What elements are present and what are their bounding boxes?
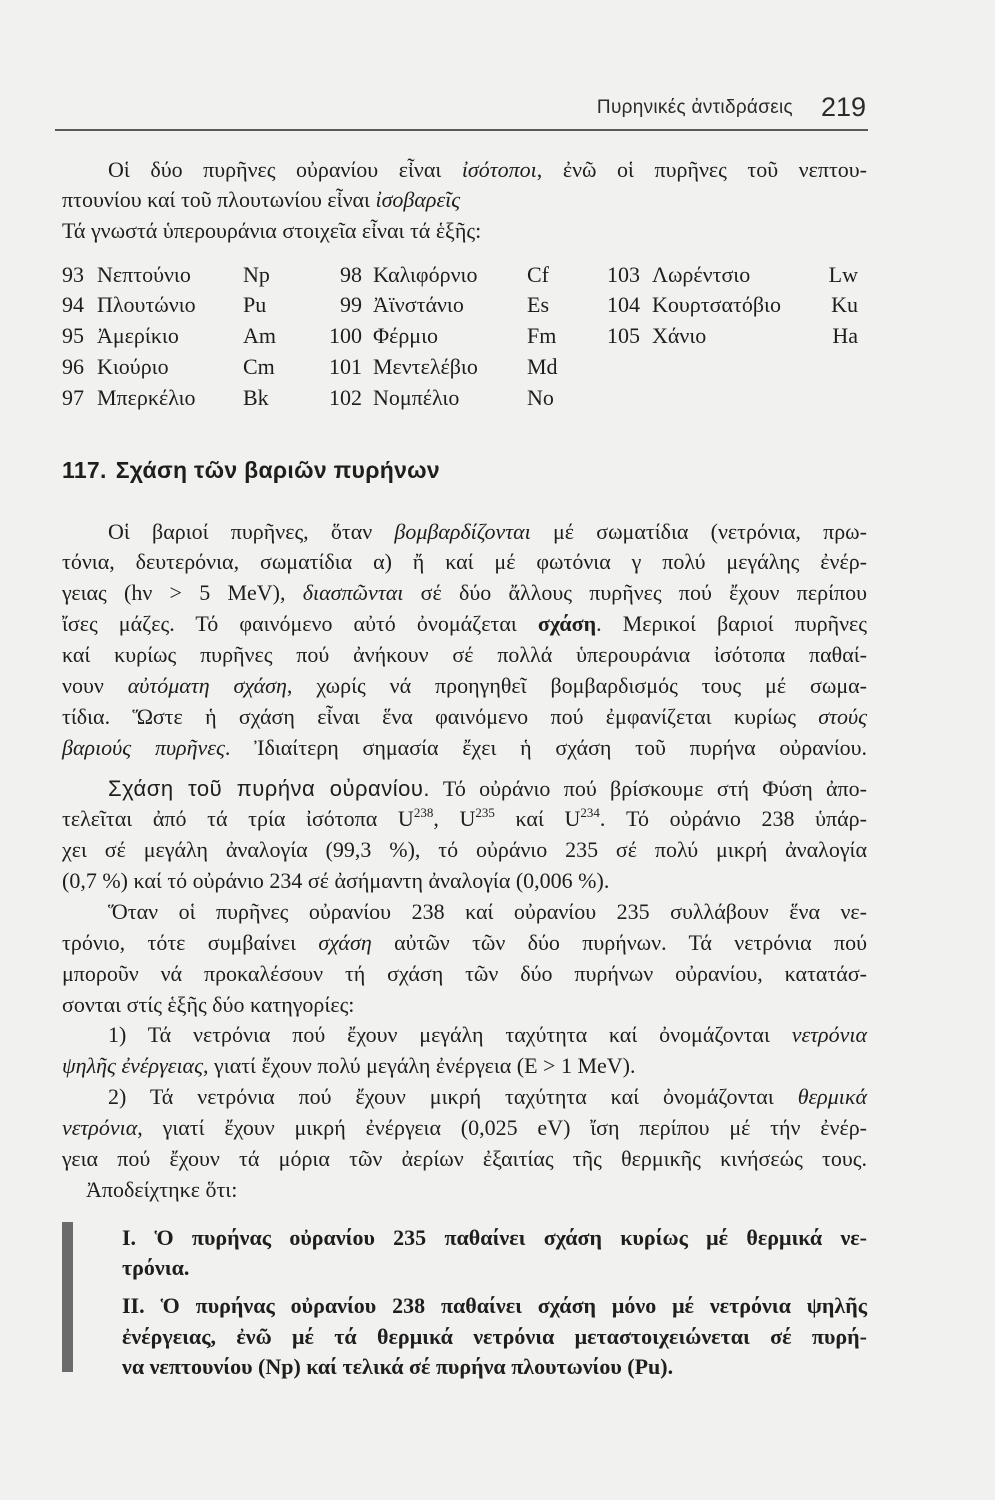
text-run: τρόνια. (122, 1255, 190, 1281)
italic-text: νετρόνια (791, 1022, 867, 1048)
text-run: (0,7 %) καί τό οὐράνιο 234 σέ ἀσήμαντη ἀναλογία (0,006 %). (62, 868, 610, 894)
page-number: 219 (820, 92, 866, 122)
fission-paragraph (62, 517, 867, 764)
element-number: 104 (607, 292, 640, 318)
element-symbol: Ha (832, 323, 858, 349)
element-symbol: Es (527, 292, 549, 318)
text-line (62, 517, 867, 548)
element-row (607, 321, 858, 352)
text-run: 1) Τά νετρόνια πού ἔχουν μεγάλη ταχύτητα καί ὀνομάζονται (108, 1022, 792, 1048)
text-run: , ἐνῶ οἱ πυρῆνες τοῦ νεπτου- (536, 156, 867, 182)
text-run: , γιατί ἔχουν πολύ μεγάλη ἐνέργεια (E > 1 MeV). (203, 1053, 636, 1079)
elements-list-intro (62, 216, 867, 247)
text-run: , γιατί ἔχουν μικρή ἐνέργεια (0,025 eV) ἴση περίπου μέ τήν ἐνέρ- (137, 1114, 867, 1140)
text-run: μέ σωματίδια (νετρόνια, πρω- (530, 518, 867, 544)
text-run: , U (433, 806, 476, 832)
text-run: να νεπτουνίου (Np) καί τελικά σέ πυρήνα πλουτωνίου (Pu). (122, 1354, 674, 1380)
isotopes-paragraph (62, 155, 867, 217)
text-run: . Μερικοί βαριοί πυρῆνες (596, 611, 867, 637)
italic-text: στούς (818, 703, 867, 729)
element-number: 101 (329, 353, 362, 379)
element-number: 95 (62, 323, 84, 349)
element-row (320, 290, 577, 321)
text-run: Τά γνωστά ὑπερουράνια στοιχεῖα εἶναι τά ἑξῆς: (62, 218, 482, 244)
text-line (62, 216, 867, 247)
element-symbol: Am (243, 323, 276, 349)
text-run: καί κυρίως πυρῆνες πού ἀνήκουν σέ πολλά ὑπερουράνια ἰσότοπα παθαί- (62, 641, 867, 667)
text-line (62, 733, 867, 764)
text-run: Οἱ δύο πυρῆνες οὐρανίου εἶναι (108, 156, 462, 182)
text-line (62, 835, 867, 866)
text-line (62, 702, 867, 733)
text-run: II. Ὁ πυρήνας οὐρανίου 238 παθαίνει σχάση μόνο μέ νετρόνια ψηλῆς (122, 1292, 867, 1318)
text-line (122, 1291, 867, 1322)
text-run: τίδια. Ὥστε ἡ σχάση εἶναι ἕνα φαινόμενο πού ἐμφανίζεται κυρίως (62, 703, 819, 729)
text-line (62, 1082, 867, 1113)
bold-term: σχάση (537, 611, 597, 637)
italic-text: θερμικά (797, 1084, 867, 1110)
element-symbol: Fm (527, 323, 557, 349)
element-row (320, 260, 577, 291)
text-run: Ἀποδείχτηκε ὅτι: (86, 1176, 238, 1202)
text-run: ἴσες μάζες. Τό φαινόμενο αὐτό ὀνομάζεται (62, 611, 538, 637)
element-symbol: Bk (243, 384, 269, 410)
text-line (122, 1352, 867, 1383)
text-run: , χωρίς νά προηγηθεῖ βομβαρδισμός τους μέ σωμα- (286, 672, 867, 698)
element-name: Πλουτώνιο (97, 292, 196, 318)
element-name: Ἀμερίκιο (97, 323, 179, 349)
text-line (62, 609, 867, 640)
text-run: νουν (62, 672, 128, 698)
element-name: Νεπτούνιο (97, 261, 191, 287)
text-line (62, 185, 867, 216)
intro-block (62, 155, 867, 248)
element-symbol: Pu (243, 292, 267, 318)
text-run: μποροῦν νά προκαλέσουν τή σχάση τῶν δύο πυρήνων οὐρανίου, κατατάσ- (62, 960, 867, 986)
section-title: Σχάση τῶν βαριῶν πυρήνων (115, 457, 440, 483)
text-run: σέ δύο ἄλλους πυρῆνες πού ἔχουν περίπου (403, 580, 867, 606)
element-number: 103 (607, 261, 640, 287)
element-name: Μπερκέλιο (97, 384, 196, 410)
text-line (62, 1051, 867, 1082)
section-heading (62, 455, 440, 485)
uranium-fission-block (62, 774, 867, 1206)
text-run: ἐνέργειας, ἐνῶ μέ τά θερμικά νετρόνια μεταστοιχειώνεται σέ πυρή- (122, 1323, 867, 1349)
section-number: 117. (62, 457, 107, 483)
element-number: 100 (329, 323, 362, 349)
italic-text: βομβαρδίζονται (394, 518, 531, 544)
element-symbol: Cf (527, 261, 549, 287)
text-run: χει σέ μεγάλη ἀναλογία (99,3 %), τό οὐράνιο 235 σέ πολύ μικρή ἀναλογία (62, 837, 867, 863)
uranium-isotopes-paragraph (62, 774, 867, 897)
element-row (62, 321, 293, 352)
text-run: τόνια, δευτερόνια, σωματίδια α) ἤ καί μέ φωτόνια γ πολύ μεγάλης ἐνέρ- (62, 549, 867, 575)
text-line (62, 804, 867, 835)
italic-text: βαριούς πυρῆνες (62, 734, 225, 760)
element-name: Νομπέλιο (373, 384, 460, 410)
isotope-mass-number: 238 (413, 805, 434, 821)
run-in-heading: Σχάση τοῦ πυρήνα οὐρανίου. (108, 775, 430, 801)
element-number: 97 (62, 384, 84, 410)
element-column (320, 260, 577, 414)
italic-text: ἰσότοποι (461, 156, 537, 182)
element-row (62, 260, 293, 291)
text-line (62, 897, 867, 928)
text-run: . Τό οὐράνιο 238 ὑπάρ- (599, 806, 867, 832)
text-line (62, 155, 867, 186)
text-line (62, 1113, 867, 1144)
element-symbol: Cm (243, 353, 275, 379)
element-number: 93 (62, 261, 84, 287)
isotope-mass-number: 234 (580, 805, 600, 821)
text-run: τρόνιο, τότε συμβαίνει (62, 929, 319, 955)
element-row (320, 352, 577, 383)
element-number: 99 (340, 292, 362, 318)
text-line (62, 671, 867, 702)
text-run: Τό οὐράνιο πού βρίσκουμε στή Φύση ἀπο- (429, 775, 867, 801)
element-symbol: Ku (831, 292, 858, 318)
element-symbol: Np (243, 261, 270, 287)
text-run: I. Ὁ πυρήνας οὐρανίου 235 παθαίνει σχάση κυρίως μέ θερμικά νε- (122, 1224, 867, 1250)
thermal-neutrons-item (62, 1082, 867, 1205)
italic-text: διασπῶνται (302, 580, 404, 606)
conclusion-margin-bar (62, 1222, 73, 1372)
text-run: γεια πού ἔχουν τά μόρια τῶν ἀερίων ἐξαιτίας τῆς θερμικῆς κινήσεώς τους. (62, 1145, 867, 1171)
text-line (122, 1223, 867, 1254)
conclusion-ii (122, 1291, 867, 1384)
element-name: Χάνιο (652, 323, 707, 349)
fast-neutrons-item (62, 1020, 867, 1082)
text-line (122, 1253, 867, 1284)
text-run: σονται στίς ἑξῆς δύο κατηγορίες: (62, 991, 355, 1017)
element-row (607, 260, 858, 291)
text-line (62, 1175, 867, 1206)
text-line (62, 990, 867, 1021)
text-run: Οἱ βαριοί πυρῆνες, ὅταν (108, 518, 395, 544)
italic-text: ψηλῆς ἐνέργειας (62, 1053, 204, 1079)
text-run: 2) Τά νετρόνια πού ἔχουν μικρή ταχύτητα καί ὀνομάζονται (108, 1084, 798, 1110)
element-name: Λωρέντσιο (652, 261, 751, 287)
element-number: 102 (329, 384, 362, 410)
element-row (62, 290, 293, 321)
conclusions-box (122, 1223, 867, 1384)
text-run: πτουνίου καί τοῦ πλουτωνίου εἶναι (62, 187, 376, 213)
element-name: Ἀϊνστάνιο (373, 292, 464, 318)
element-name: Φέρμιο (373, 323, 439, 349)
element-row (62, 352, 293, 383)
neutron-capture-paragraph (62, 897, 867, 1020)
transuranic-elements-table (0, 260, 995, 416)
text-line (62, 1144, 867, 1175)
text-run: αὐτῶν τῶν δύο πυρήνων. Τά νετρόνια πού (371, 929, 867, 955)
text-run: . Ἰδιαίτερη σημασία ἔχει ἡ σχάση τοῦ πυρήνα οὐρανίου. (224, 734, 868, 760)
text-line (62, 547, 867, 578)
element-row (607, 290, 858, 321)
text-line (62, 1020, 867, 1051)
element-symbol: No (527, 384, 554, 410)
element-number: 96 (62, 353, 84, 379)
italic-text: σχάση (318, 929, 372, 955)
element-name: Καλιφόρνιο (373, 261, 478, 287)
italic-text: νετρόνια (62, 1114, 138, 1140)
element-number: 94 (62, 292, 84, 318)
element-row (320, 383, 577, 414)
text-line (62, 928, 867, 959)
text-line (62, 640, 867, 671)
element-symbol: Md (527, 353, 558, 379)
text-run: Ὅταν οἱ πυρῆνες οὐρανίου 238 καί οὐρανίου 235 συλλάβουν ἕνα νε- (108, 898, 867, 924)
text-run: τελεῖται ἀπό τά τρία ἰσότοπα U (62, 806, 414, 832)
text-line (62, 774, 867, 805)
running-title: Πυρηνικές ἀντιδράσεις (596, 97, 793, 118)
italic-text: αὐτόματη σχάση (127, 672, 287, 698)
text-line (122, 1322, 867, 1353)
element-symbol: Lw (828, 261, 858, 287)
text-run: καί U (494, 806, 581, 832)
element-row (320, 321, 577, 352)
element-row (62, 383, 293, 414)
italic-text: ἰσοβαρεῖς (375, 187, 461, 213)
text-run: γειας (hν > 5 MeV), (62, 580, 303, 606)
element-column (607, 260, 858, 352)
element-column (62, 260, 293, 414)
text-line (62, 578, 867, 609)
text-line (62, 959, 867, 990)
element-number: 98 (340, 261, 362, 287)
element-name: Κιούριο (97, 353, 169, 379)
element-number: 105 (607, 323, 640, 349)
element-name: Κουρτσατόβιο (652, 292, 781, 318)
fission-block (62, 517, 867, 764)
text-line (62, 866, 867, 897)
header-rule (55, 129, 868, 131)
element-name: Μεντελέβιο (373, 353, 478, 379)
isotope-mass-number: 235 (475, 805, 495, 821)
conclusion-i (122, 1223, 867, 1285)
